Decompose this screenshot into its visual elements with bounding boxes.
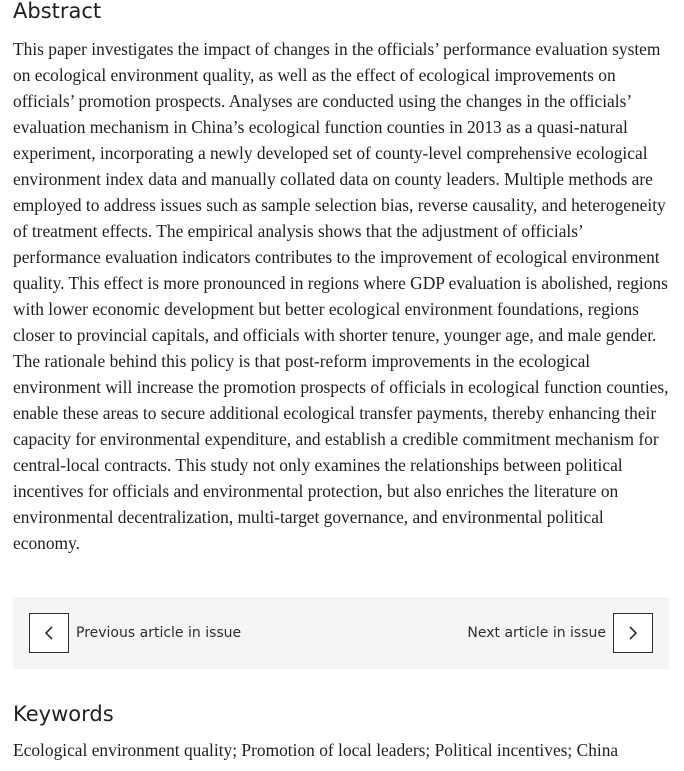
previous-article-label: Previous article in issue — [76, 625, 242, 641]
next-article-button[interactable] — [467, 613, 653, 653]
chevron-right-icon — [613, 613, 653, 653]
keywords-list: Ecological environment quality; Promotion of local leaders; Political incentives; China — [13, 740, 619, 760]
next-article-label: Next article in issue — [467, 625, 606, 641]
article-content — [13, 0, 669, 760]
abstract-text: This paper investigates the impact of changes in the officials’ performance evaluation system on ecological environment quality, as well as the effect of ecological improvements on officials’ promotion prospects. Analyses are conducted using the changes in the officials’ evaluation mechanism in China’s ecological function counties in 2013 as a quasi-natural experiment, incorporating a newly developed set of county-level comprehensive ecological environment index data and manually collated data on county leaders. Multiple methods are employed to address issues such as sample selection bias, reverse causality, and heterogeneity of treatment effects. The empirical analysis shows that the adjustment of officials’ performance evaluation indicators contributes to the improvement of ecological environment quality. This effect is more pronounced in regions where GDP evaluation is abolished, regions with lower economic development but better ecological environment foundations, regions closer to provincial capitals, and officials with shorter tenure, younger age, and male gender. The rationale behind this policy is that post-reform improvements in the ecological environment will increase the promotion prospects of officials in ecological function counties, enable these areas to secure additional ecological transfer payments, thereby enhancing their capacity for environmental expenditure, and establish a credible commitment mechanism for central-local contracts. This study not only examines the relationships between political incentives for officials and environmental protection, but also enriches the literature on environmental decentralization, multi-target governance, and environmental political economy. — [13, 39, 669, 553]
previous-article-button[interactable] — [29, 613, 241, 653]
chevron-left-icon — [29, 613, 69, 653]
abstract-heading: Abstract — [13, 0, 102, 23]
article-navigation — [13, 597, 669, 669]
keywords-heading: Keywords — [13, 702, 114, 726]
